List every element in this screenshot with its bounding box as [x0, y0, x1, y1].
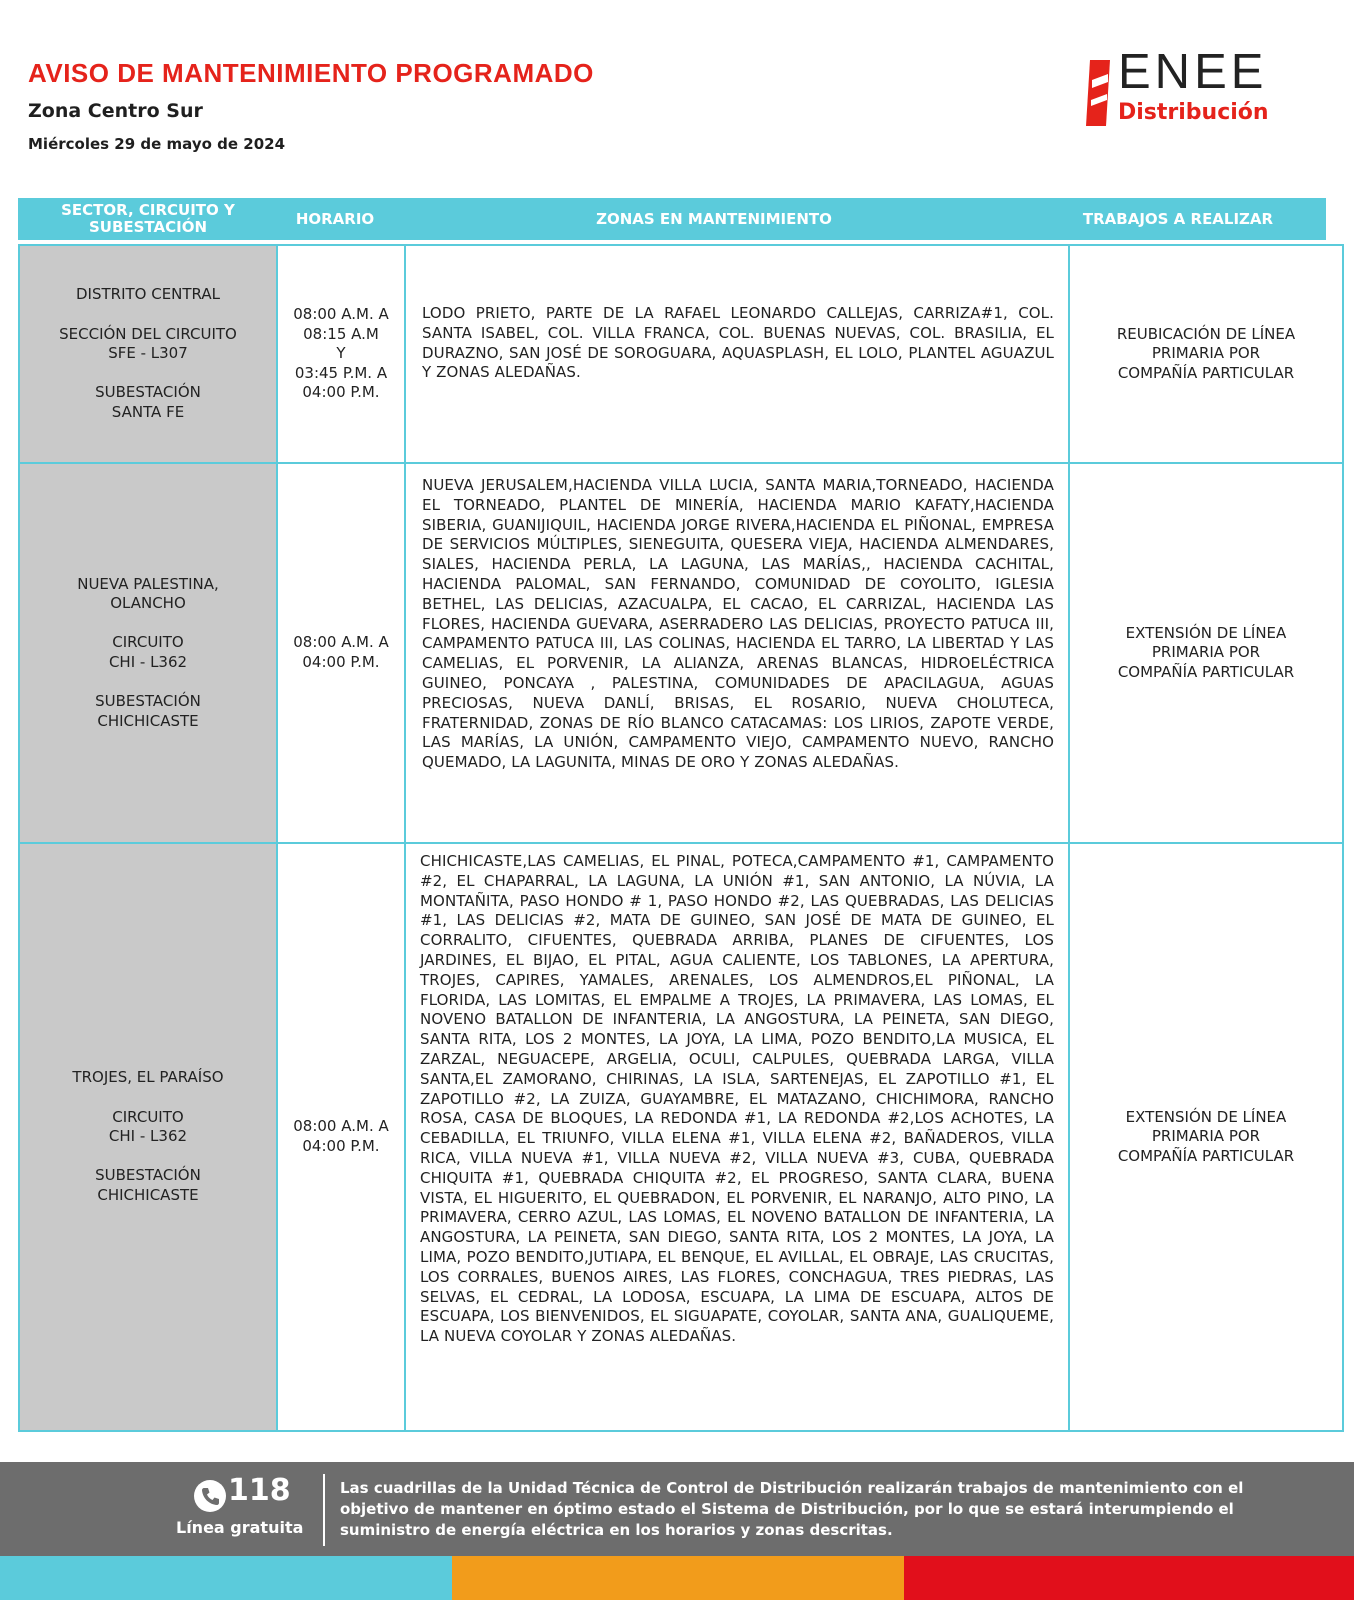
work-cell: EXTENSIÓN DE LÍNEA PRIMARIA POR COMPAÑÍA PARTICULAR: [1068, 842, 1344, 1432]
notice-date: Miércoles 29 de mayo de 2024: [28, 135, 286, 153]
sector-cell: TROJES, EL PARAÍSO CIRCUITO CHI - L362 SUBESTACIÓN CHICHICASTE: [18, 842, 278, 1432]
zone-subtitle: Zona Centro Sur: [28, 100, 203, 122]
zones-cell-wrap: [404, 842, 1070, 1432]
zones-cell: LODO PRIETO, PARTE DE LA RAFAEL LEONARDO CALLEJAS, CARRIZA#1, COL. SANTA ISABEL, COL. VILLA FRANCA, COL. BUENAS NUEVAS, COL. BRASILIA, EL DURAZNO, SAN JOSÉ DE SOROGUARA, AQUASPLASH, EL LOLO, PLANTEL AGUAZUL Y ZONAS ALEDAÑAS.: [422, 304, 1054, 382]
phone-icon: [194, 1480, 226, 1512]
phone-label: Línea gratuita: [176, 1518, 304, 1537]
maintenance-table: [18, 198, 1326, 1436]
color-strip-red: [904, 1556, 1354, 1600]
schedule-cell: 08:00 A.M. A 08:15 A.M Y 03:45 P.M. A 04:00 P.M.: [276, 244, 406, 464]
logo-main-text: ENEE: [1118, 45, 1268, 99]
table-header: [18, 198, 1326, 240]
work-cell: EXTENSIÓN DE LÍNEA PRIMARIA POR COMPAÑÍA PARTICULAR: [1068, 462, 1344, 844]
sector-cell: NUEVA PALESTINA, OLANCHO CIRCUITO CHI - L362 SUBESTACIÓN CHICHICASTE: [18, 462, 278, 844]
table-row: [18, 244, 1326, 464]
column-header-schedule: HORARIO: [295, 209, 375, 228]
sector-cell: DISTRITO CENTRAL SECCIÓN DEL CIRCUITO SFE - L307 SUBESTACIÓN SANTA FE: [18, 244, 278, 464]
zones-cell: CHICHICASTE,LAS CAMELIAS, EL PINAL, POTECA,CAMPAMENTO #1, CAMPAMENTO #2, EL CHAPARRAL, LA LAGUNA, LA UNIÓN #1, SAN ANTONIO, LA NÚVIA, LA MONTAÑITA, PASO HONDO # 1, PASO HONDO #2, LAS QUEBRADAS, LAS DELICIAS #1, LAS DELICIAS #2, MATA DE GUINEO, SAN JOSÉ DE MATA DE GUINEO, EL CORRALITO, CIFUENTES, QUEBRADA ARRIBA, PLANES DE CIFUENTES, LOS JARDINES, EL BIJAO, EL PITAL, AGUA CALIENTE, LOS TABLONES, LA APERTURA, TROJES, CAPIRES, YAMALES, ARENALES, LOS ALMENDROS,EL PIÑONAL, LA FLORIDA, LAS LOMITAS, EL EMPALME A TROJES, LA PRIMAVERA, LAS LOMAS, EL NOVENO BATALLON DE INFANTERIA, LA ANGOSTURA, LA PEINETA, SAN DIEGO, SANTA RITA, LOS 2 MONTES, LA JOYA, LA LIMA, POZO BENDITO,LA MUSICA, EL ZARZAL, NEGUACEPE, ARGELIA, OCULI, CALPULES, QUEBRADA LARGA, VILLA SANTA,EL ZAMORANO, CHIRINAS, LA ISLA, SARTENEJAS, EL ZAPOTILLO #1, EL ZAPOTILLO #2, LA ZUIZA, GUAYAMBRE, EL MATAZANO, CHICHIMORA, RANCHO ROSA, CASA DE BLOQUES, LA REDONDA #1, LA REDONDA #2,LOS ACHOTES, LA CEBADILLA, EL TRIUNFO, VILLA ELENA #1, VILLA ELENA #2, BAÑADEROS, VILLA RICA, VILLA NUEVA #1, VILLA NUEVA #2, VILLA NUEVA #3, CUBA, QUEBRADA CHIQUITA #1, QUEBRADA CHIQUITA #2, EL PROGRESO, SANTA CLARA, BUENA VISTA, EL HIGUERITO, EL QUEBRADON, EL PORVENIR, EL NARANJO, ALTO PINO, LA PRIMAVERA, CERRO AZUL, LAS LOMAS, EL NOVENO BATALLON DE INFANTERIA, LA ANGOSTURA, LA PEINETA, SAN DIEGO, SANTA RITA, LOS 2 MONTES, LA JOYA, LA LIMA, POZO BENDITO,JUTIAPA, EL BENQUE, EL AVILLAL, EL OBRAJE, LAS CRUCITAS, LOS CORRALES, BUENOS AIRES, LAS FLORES, CONCHAGUA, TRES PIEDRAS, LAS SELVAS, EL CEDRAL, LA LODOSA, ESCUAPA, LA LIMA DE ESCUAPA, ALTOS DE ESCUAPA, LOS BIENVENIDOS, EL SIGUAPATE, COYOLAR, SANTA ANA, GUALIQUEME, LA NUEVA COYOLAR Y ZONAS ALEDAÑAS.: [420, 852, 1054, 1346]
footer-divider: [323, 1474, 325, 1546]
enee-logo-mark-icon: [1086, 60, 1114, 126]
logo-sub-text: Distribución: [1118, 100, 1269, 125]
table-row: [18, 842, 1326, 1432]
column-header-zones: ZONAS EN MANTENIMIENTO: [596, 209, 832, 228]
phone-number: 118: [228, 1473, 291, 1508]
enee-logo: [1086, 45, 1316, 131]
work-cell: REUBICACIÓN DE LÍNEA PRIMARIA POR COMPAÑÍA PARTICULAR: [1068, 244, 1344, 464]
zones-cell-wrap: [404, 462, 1070, 844]
color-strip-orange: [452, 1556, 904, 1600]
column-header-work: TRABAJOS A REALIZAR: [1082, 209, 1274, 228]
schedule-cell: 08:00 A.M. A 04:00 P.M.: [276, 842, 406, 1432]
footer-notice: Las cuadrillas de la Unidad Técnica de Control de Distribución realizarán trabajos de mantenimiento con el objetivo de mantener en óptimo estado el Sistema de Distribución, por lo que se estará interumpiendo el suministro de energía eléctrica en los horarios y zonas descritas.: [340, 1479, 1244, 1539]
column-header-sector: SECTOR, CIRCUITO Y SUBESTACIÓN: [61, 201, 235, 236]
zones-cell: NUEVA JERUSALEM,HACIENDA VILLA LUCIA, SANTA MARIA,TORNEADO, HACIENDA EL TORNEADO, PLANTEL DE MINERÍA, HACIENDA MARIO KAFATY,HACIENDA SIBERIA, GUANIJIQUIL, HACIENDA JORGE RIVERA,HACIENDA EL PIÑONAL, EMPRESA DE SERVICIOS MÚLTIPLES, SIENEGUITA, QUESERA VIEJA, HACIENDA ALMENDARES, SIALES, HACIENDA PERLA, LA LAGUNA, LAS MARÍAS,, HACIENDA CACHITAL, HACIENDA PALOMAL, SAN FERNANDO, COMUNIDAD DE COYOLITO, IGLESIA BETHEL, LAS DELICIAS, AZACUALPA, EL CACAO, EL CARRIZAL, HACIENDA LAS FLORES, HACIENDA GUEVARA, ASERRADERO LAS DELICIAS, PROYECTO PATUCA III, CAMPAMENTO PATUCA III, LAS COLINAS, HACIENDA EL TARRO, LA LIBERTAD Y LAS CAMELIAS, EL PORVENIR, LA ALIANZA, ARENAS BLANCAS, HIDROELÉCTRICA GUINEO, PONCAYA , PALESTINA, COMUNIDADES DE APACILAGUA, AGUAS PRECIOSAS, NUEVA DANLÍ, BRISAS, EL ROSARIO, NUEVA CHOLUTECA, FRATERNIDAD, ZONAS DE RÍO BLANCO CATACAMAS: LOS LIRIOS, ZAPOTE VERDE, LAS MARÍAS, LA UNIÓN, CAMPAMENTO VIEJO, CAMPAMENTO NUEVO, RANCHO QUEMADO, LA LAGUNITA, MINAS DE ORO Y ZONAS ALEDAÑAS.: [422, 476, 1054, 772]
page-title: AVISO DE MANTENIMIENTO PROGRAMADO: [28, 58, 594, 88]
footer-bar: [0, 1462, 1354, 1556]
color-strip-cyan: [0, 1556, 452, 1600]
schedule-cell: 08:00 A.M. A 04:00 P.M.: [276, 462, 406, 844]
zones-cell-wrap: [404, 244, 1070, 464]
table-row: [18, 462, 1326, 844]
